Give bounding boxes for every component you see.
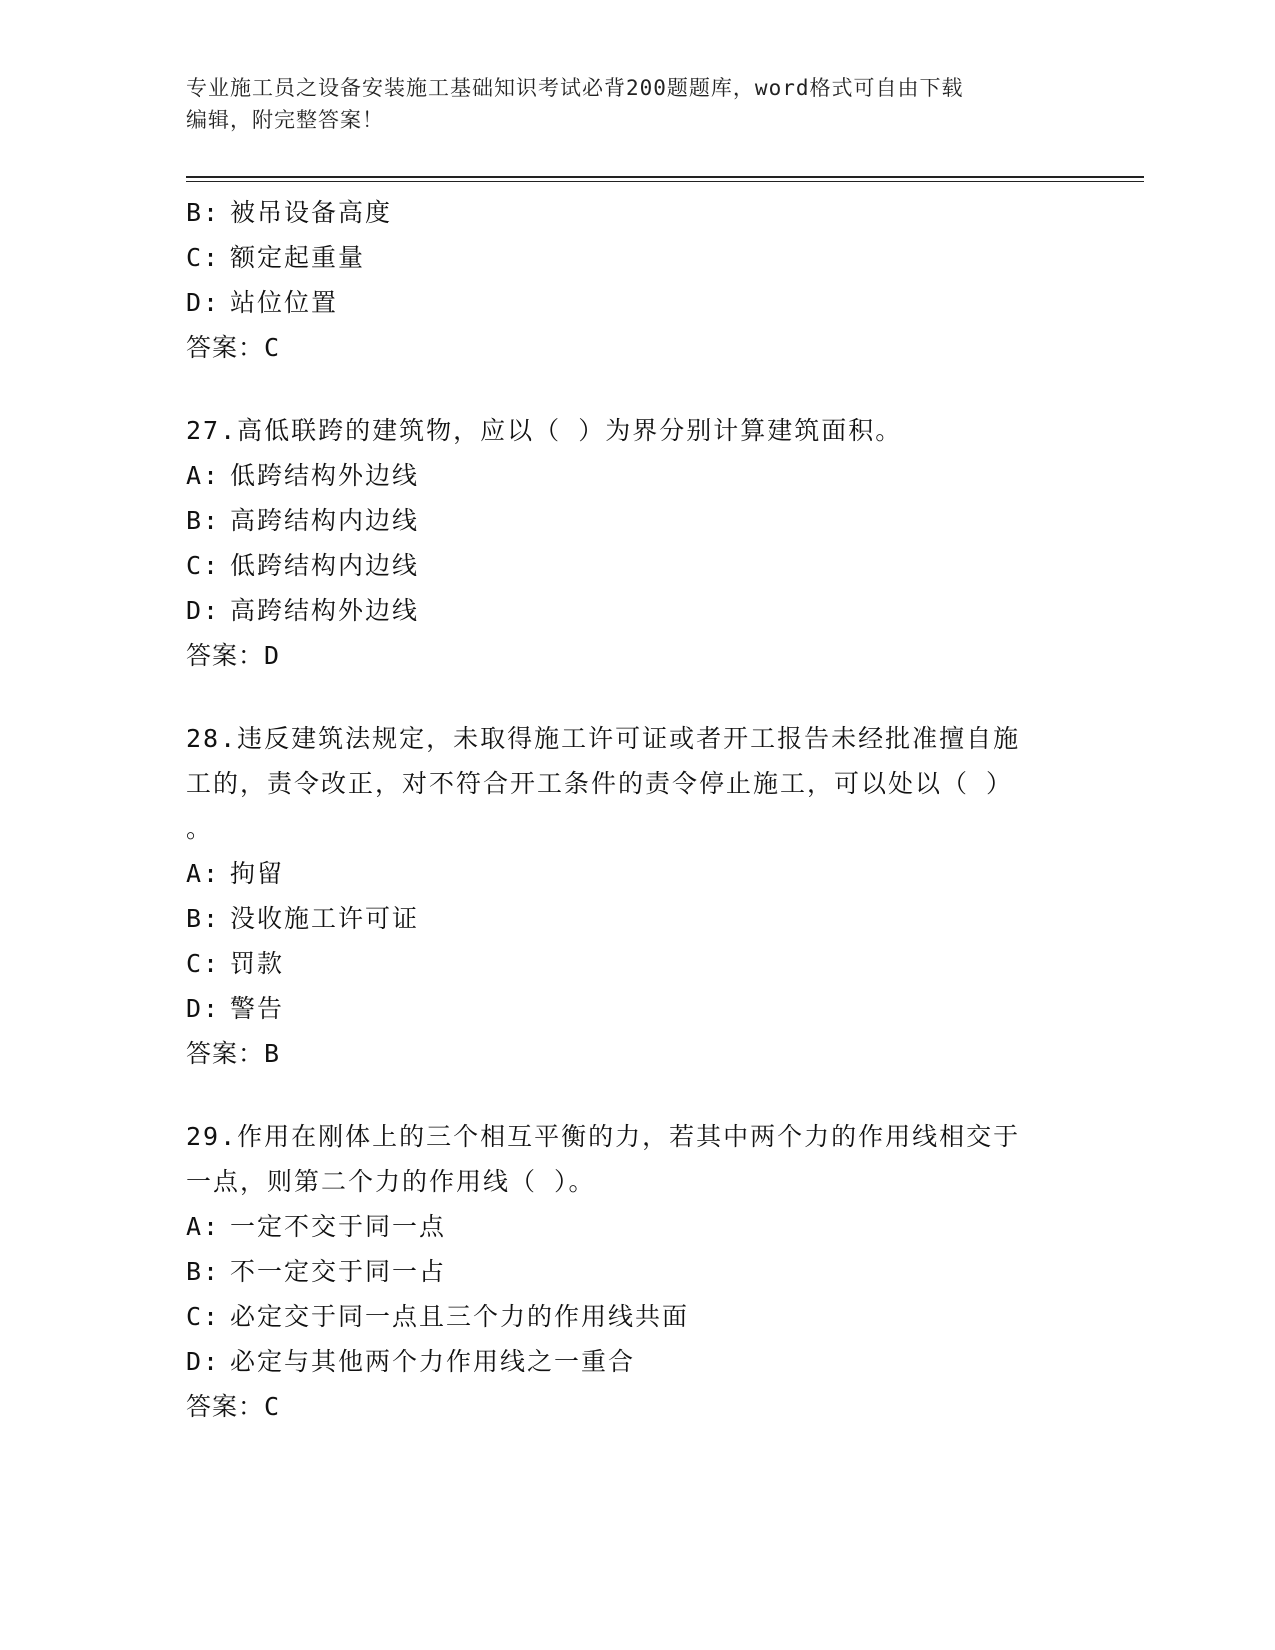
option-letter: D: (186, 288, 221, 317)
option-letter: D: (186, 1347, 221, 1376)
question-text-line: 。 (186, 814, 214, 843)
option-b (186, 896, 1086, 941)
question-text-line: 28.违反建筑法规定，未取得施工许可证或者开工报告未经批准擅自施 (186, 724, 1021, 753)
question-text (186, 1114, 1086, 1204)
option-c (186, 1294, 1086, 1339)
option-letter: C: (186, 243, 221, 272)
answer-line: 答案：B (186, 1039, 281, 1068)
option-c (186, 941, 1086, 986)
option-b (186, 1249, 1086, 1294)
option-letter: A: (186, 461, 221, 490)
option-letter: C: (186, 949, 221, 978)
option-text: 一定不交于同一点 (230, 1212, 447, 1241)
option-d (186, 1339, 1086, 1384)
option-c (186, 235, 1086, 280)
option-letter: A: (186, 859, 221, 888)
option-d (186, 588, 1086, 633)
option-text: 额定起重量 (230, 243, 366, 272)
option-text: 拘留 (230, 859, 285, 888)
header-divider-thin (186, 181, 1144, 182)
question-29 (186, 1114, 1086, 1429)
option-a (186, 453, 1086, 498)
option-b (186, 190, 1086, 235)
option-letter: C: (186, 1302, 221, 1331)
option-text: 高跨结构外边线 (230, 596, 420, 625)
question-text-line: 29.作用在刚体上的三个相互平衡的力，若其中两个力的作用线相交于 (186, 1122, 1021, 1151)
question-text-line: 一点，则第二个力的作用线（ ）。 (186, 1167, 596, 1196)
option-text: 不一定交于同一占 (230, 1257, 447, 1286)
option-letter: D: (186, 596, 221, 625)
question-27 (186, 408, 1086, 678)
option-d (186, 280, 1086, 325)
option-text: 警告 (230, 994, 285, 1023)
question-text-line: 工的，责令改正，对不符合开工条件的责令停止施工，可以处以（ ） (186, 769, 1014, 798)
option-text: 站位位置 (230, 288, 339, 317)
answer-line: 答案：C (186, 333, 281, 362)
answer-line: 答案：C (186, 1392, 281, 1421)
option-text: 高跨结构内边线 (230, 506, 420, 535)
option-letter: D: (186, 994, 221, 1023)
document-header (186, 72, 1066, 136)
question-list (186, 190, 1086, 1429)
option-letter: B: (186, 198, 221, 227)
option-b (186, 498, 1086, 543)
option-letter: B: (186, 904, 221, 933)
option-text: 低跨结构外边线 (230, 461, 420, 490)
option-d (186, 986, 1086, 1031)
option-a (186, 1204, 1086, 1249)
option-a (186, 851, 1086, 896)
option-text: 低跨结构内边线 (230, 551, 420, 580)
option-letter: B: (186, 506, 221, 535)
option-text: 没收施工许可证 (230, 904, 420, 933)
question-text (186, 716, 1086, 851)
option-letter: C: (186, 551, 221, 580)
header-divider (186, 176, 1144, 178)
header-title-line-2: 编辑，附完整答案！ (186, 108, 384, 132)
option-letter: A: (186, 1212, 221, 1241)
option-text: 必定与其他两个力作用线之一重合 (230, 1347, 636, 1376)
option-text: 被吊设备高度 (230, 198, 393, 227)
question-text-line: 27.高低联跨的建筑物，应以（ ）为界分别计算建筑面积。 (186, 416, 903, 445)
option-text: 罚款 (230, 949, 285, 978)
header-title-line-1: 专业施工员之设备安装施工基础知识考试必背200题题库，word格式可自由下载 (186, 76, 964, 100)
question-28 (186, 716, 1086, 1076)
option-c (186, 543, 1086, 588)
question-text (186, 408, 1086, 453)
answer-line: 答案：D (186, 641, 281, 670)
option-text: 必定交于同一点且三个力的作用线共面 (230, 1302, 690, 1331)
option-letter: B: (186, 1257, 221, 1286)
question-26-continued (186, 190, 1086, 370)
